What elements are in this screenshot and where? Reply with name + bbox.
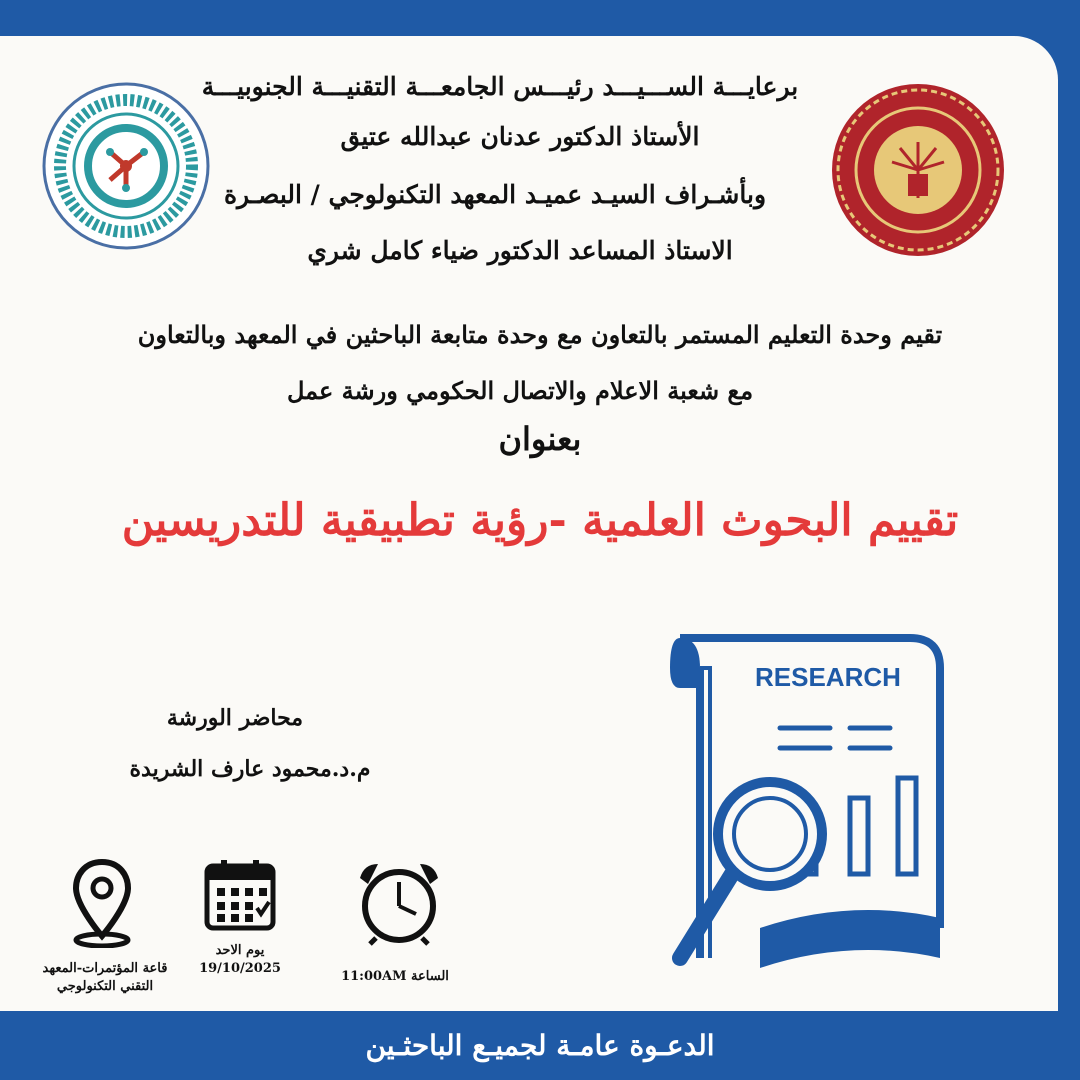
organizer-line-1: تقيم وحدة التعليم المستمر بالتعاون مع وحدة متابعة الباحثين في المعهد وبالتعاون <box>137 320 943 349</box>
workshop-title: تقييم البحوث العلمية -رؤية تطبيقية للتدريسين <box>121 495 959 546</box>
institute-logo <box>40 80 212 252</box>
location-line-2: التقني التكنولوجي <box>56 979 154 994</box>
organizer-line-2: مع شعبة الاعلام والاتصال الحكومي ورشة عمل <box>286 376 754 405</box>
lecturer-name: م.د.محمود عارف الشريدة <box>129 756 371 782</box>
location-line-1: قاعة المؤتمرات-المعهد <box>42 961 168 976</box>
calendar-icon <box>203 858 277 932</box>
supervision-line: وبأشـراف السيـد عميـد المعهد التكنولوجي / البصـرة <box>223 180 767 209</box>
location-pin-icon <box>70 858 134 948</box>
date-value: 19/10/2025 <box>199 961 281 976</box>
time-value: الساعة 11:00AM <box>341 969 449 984</box>
alarm-clock-icon <box>354 856 444 946</box>
lecturer-label: محاضر الورشة <box>166 705 304 731</box>
research-label: RESEARCH <box>755 662 901 692</box>
patronage-line: برعايـــة الســـيـــد رئيـــس الجامعـــة التقنيـــة الجنوبيـــة <box>201 72 799 101</box>
footer-bar <box>0 1011 1080 1080</box>
date-day: يوم الاحد <box>215 943 265 958</box>
titled-label: بعنوان <box>498 420 582 458</box>
president-name: الأستاذ الدكتور عدنان عبدالله عتيق <box>340 122 700 151</box>
footer-invitation: الدعـوة عامـة لجميـع الباحثـين <box>365 1029 715 1062</box>
dean-name: الاستاذ المساعد الدكتور ضياء كامل شري <box>307 236 733 265</box>
university-logo <box>830 82 1006 258</box>
